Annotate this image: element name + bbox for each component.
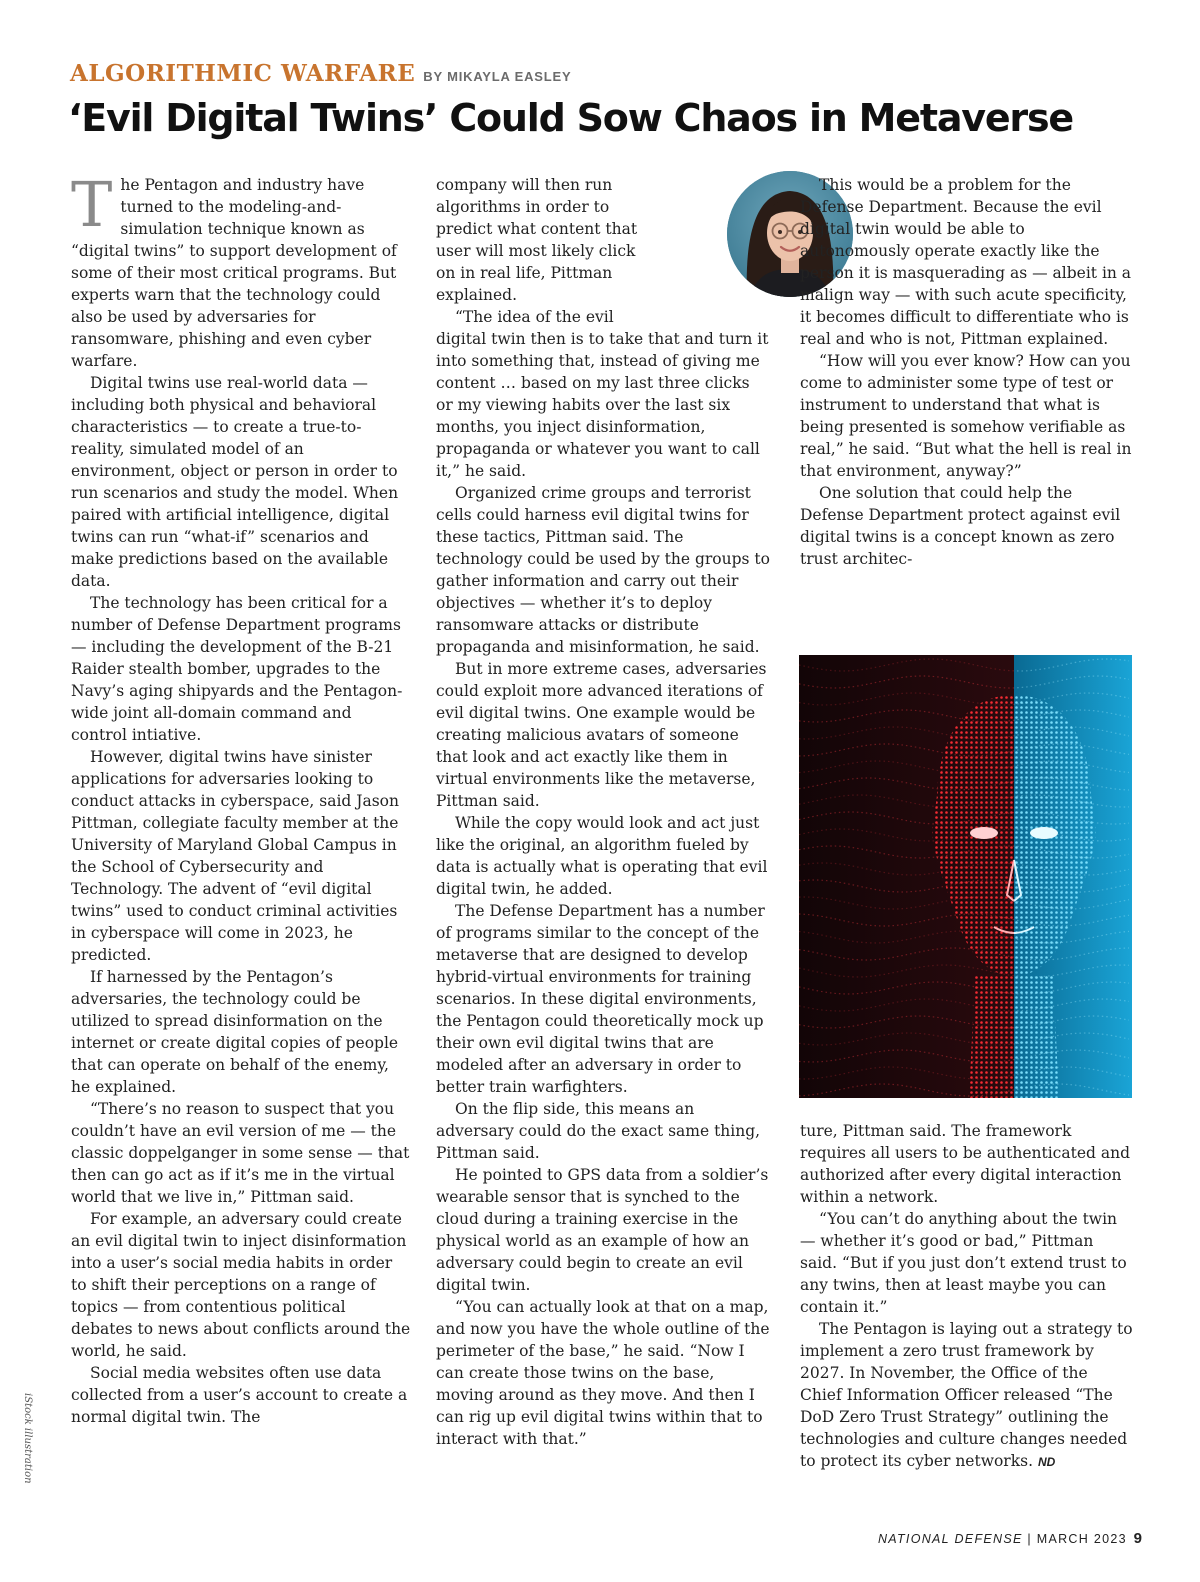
section-title: ALGORITHMIC WARFARE [70, 60, 416, 87]
article-column-2 [436, 174, 771, 1450]
paragraph: The Defense Department has a number of programs similar to the concept of the metaverse that are designed to develop hybrid-virtual environments for training scenarios. In these digital environments, the Pentagon could theoretically mock up their own evil digital twins that are modeled after an adversary in order to better train warfighters. [436, 902, 765, 1096]
paragraph: While the copy would look and act just like the original, an algorithm fueled by data is actually what is operating that evil digital twin, he added. [436, 814, 768, 898]
paragraph: “You can actually look at that on a map, and now you have the whole outline of the perimeter of the base,” he said. “Now I can create those twins on the base, moving around as they move. And then I can rig up evil digital twins within that to interact with that.” [436, 1298, 770, 1448]
issue-date: MARCH 2023 [1036, 1532, 1127, 1546]
paragraph-text: The Pentagon is laying out a strategy to implement a zero trust framework by 2027. In November, the Office of the Chief Information Officer released “The DoD Zero Trust Strategy” outlining the technologies and culture changes needed to protect its cyber networks. [800, 1320, 1133, 1470]
paragraph: company will then run algorithms in order to predict what content that user will most likely click on in real life, Pittman explained. [436, 176, 638, 304]
kicker [70, 60, 571, 87]
byline: BY MIKAYLA EASLEY [423, 69, 572, 84]
page-number: 9 [1133, 1530, 1142, 1547]
publication-name: NATIONAL DEFENSE [877, 1532, 1023, 1546]
article-column-1 [71, 168, 411, 1428]
paragraph: If harnessed by the Pentagon’s adversaries, the technology could be utilized to spread disinformation on the internet or create digital copies of people that can operate on behalf of the enemy, he explained. [71, 968, 399, 1096]
paragraph: On the flip side, this means an adversary could do the exact same thing, Pittman said. [436, 1100, 761, 1162]
paragraph [71, 168, 411, 372]
paragraph: He pointed to GPS data from a soldier’s wearable sensor that is synched to the cloud during a training exercise in the physical world as an example of how an adversary could begin to create an evil digital twin. [436, 1166, 769, 1294]
illustration-digital-twin-face [799, 655, 1132, 1098]
paragraph-text: he Pentagon and industry have turned to the modeling-and-simulation technique known as “digital twins” to support development of some of their most critical programs. But experts warn that the technology could also be used by adversaries for ransomware, phishing and even cyber warfare. [71, 176, 397, 370]
photo-credit: iStock illustration [22, 1393, 33, 1484]
paragraph: However, digital twins have sinister applications for adversaries looking to conduct attacks in cyberspace, said Jason Pittman, collegiate faculty member at the University of Maryland Global Campus in the School of Cybersecurity and Technology. The advent of “evil digital twins” used to conduct criminal activities in cyberspace will come in 2023, he predicted. [71, 748, 399, 964]
article-column-3-bottom [800, 1120, 1133, 1473]
footer-separator: | [1027, 1532, 1032, 1546]
headline: ‘Evil Digital Twins’ Could Sow Chaos in Metaverse [68, 96, 1073, 140]
drop-cap: T [71, 168, 113, 241]
end-mark: ND [1037, 1455, 1056, 1469]
paragraph: The technology has been critical for a number of Defense Department programs — including the development of the B-21 Raider stealth bomber, upgrades to the Navy’s aging shipyards and the Pentagon-wide joint all-domain command and control intiative. [71, 594, 403, 744]
paragraph: For example, an adversary could create an evil digital twin to inject disinformation into a user’s social media habits in order to shift their perceptions on a range of topics — from contentious political debates to news about conflicts around the world, he said. [71, 1210, 411, 1360]
paragraph: Digital twins use real-world data — including both physical and behavioral characteristics — to create a true-to-reality, simulated model of an environment, object or person in order to run scenarios and study the model. When paired with artificial intelligence, digital twins can run “what-if” scenarios and make predictions based on the available data. [71, 374, 399, 590]
paragraph: “You can’t do anything about the twin — whether it’s good or bad,” Pittman said. “But if you just don’t extend trust to any twins, then at least maybe you can contain it.” [800, 1210, 1127, 1316]
paragraph: ture, Pittman said. The framework requires all users to be authenticated and authorized after every digital interaction within a network. [800, 1122, 1130, 1206]
paragraph: “There’s no reason to suspect that you couldn’t have an evil version of me — the classic doppelganger in some sense — that then can go act as if it’s me in the virtual world that we live in,” Pittman said. [71, 1100, 410, 1206]
article-column-3-top [800, 174, 1133, 570]
paragraph: “The idea of the evil digital twin then is to take that and turn it into something that, instead of giving me content … based on my last three clicks or my viewing habits over the last six months, you inject disinformation, propaganda or whatever you want to call it,” he said. [436, 308, 769, 480]
paragraph: Social media websites often use data collected from a user’s account to create a normal digital twin. The [71, 1364, 408, 1426]
paragraph: One solution that could help the Defense Department protect against evil digital twins is a concept known as zero trust architec- [800, 484, 1121, 568]
paragraph: This would be a problem for the Defense Department. Because the evil digital twin would be able to autonomously operate exactly like the person it is masquerading as — albeit in a malign way — with such acute specificity, it becomes difficult to differentiate who is real and who is not, Pittman explained. [800, 176, 1132, 348]
paragraph: “How will you ever know? How can you come to administer some type of test or instrument to understand that what is being presented is somehow verifiable as real,” he said. “But what the hell is real in that environment, anyway?” [800, 352, 1132, 480]
page-footer [878, 1530, 1142, 1547]
paragraph: Organized crime groups and terrorist cells could harness evil digital twins for these tactics, Pittman said. The technology could be used by the groups to gather information and carry out their objectives — whether it’s to deploy ransomware attacks or distribute propaganda and misinformation, he said. [436, 484, 770, 656]
paragraph: But in more extreme cases, adversaries could exploit more advanced iterations of evil digital twins. One example would be creating malicious avatars of someone that look and act exactly like them in virtual environments like the metaverse, Pittman said. [436, 660, 767, 810]
paragraph [800, 1318, 1133, 1473]
